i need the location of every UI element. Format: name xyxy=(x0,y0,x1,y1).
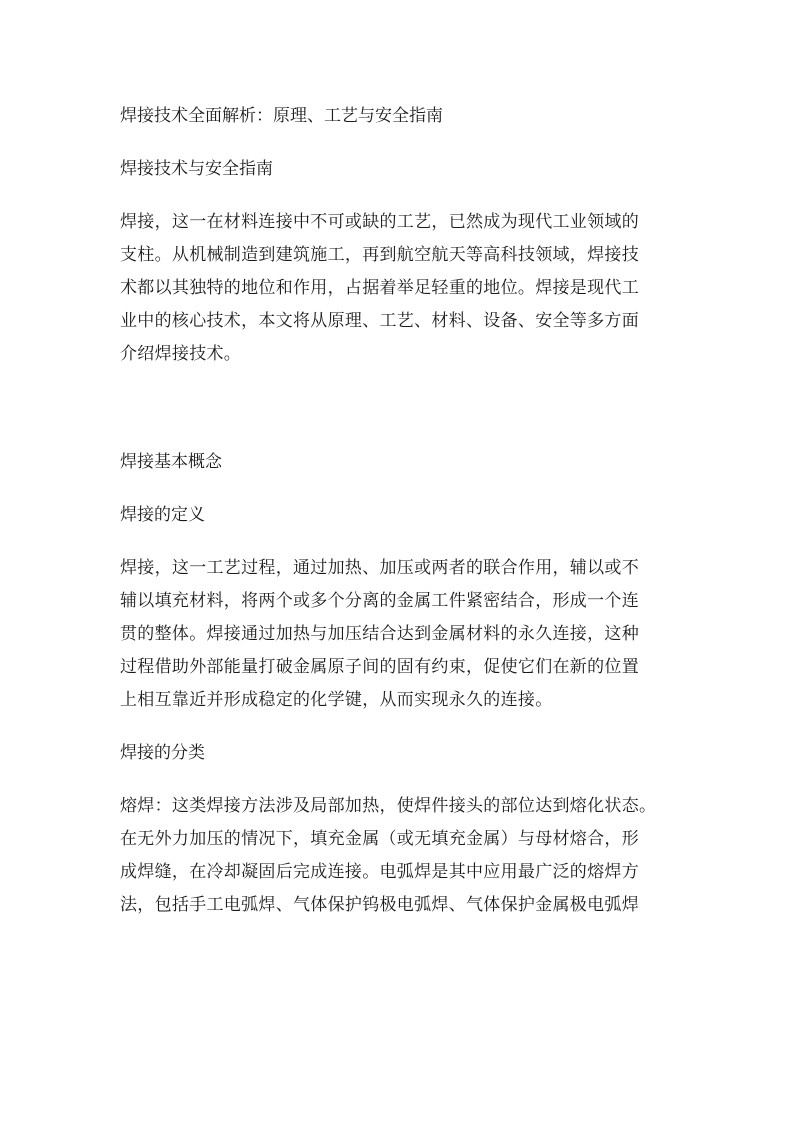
document-body xyxy=(120,100,678,922)
intro-paragraph xyxy=(120,206,678,371)
classification-paragraph xyxy=(120,790,678,922)
paragraph-line: 焊接，这一在材料连接中不可或缺的工艺，已然成为现代工业领域的 xyxy=(120,212,639,232)
subheading-classification: 焊接的分类 xyxy=(120,743,205,763)
paragraph-line: 上相互靠近并形成稳定的化学键，从而实现永久的连接。 xyxy=(120,690,553,710)
paragraph-line: 辅以填充材料，将两个或多个分离的金属工件紧密结合，形成一个连 xyxy=(120,591,639,611)
paragraph-line: 在无外力加压的情况下，填充金属（或无填充金属）与母材熔合，形 xyxy=(120,829,639,849)
definition-paragraph xyxy=(120,552,678,717)
paragraph-line: 熔焊：这类焊接方法涉及局部加热，使焊件接头的部位达到熔化状态。 xyxy=(120,796,657,816)
paragraph-line: 贯的整体。焊接通过加热与加压结合达到金属材料的永久连接，这种 xyxy=(120,624,639,644)
section-heading-basics: 焊接基本概念 xyxy=(120,452,222,472)
paragraph-line: 成焊缝，在冷却凝固后完成连接。电弧焊是其中应用最广泛的熔焊方 xyxy=(120,862,639,882)
paragraph-line: 焊接，这一工艺过程，通过加热、加压或两者的联合作用，辅以或不 xyxy=(120,558,639,578)
document-title: 焊接技术全面解析：原理、工艺与安全指南 xyxy=(120,106,443,126)
subheading-definition: 焊接的定义 xyxy=(120,505,205,525)
paragraph-line: 法，包括手工电弧焊、气体保护钨极电弧焊、气体保护金属极电弧焊 xyxy=(120,895,639,915)
paragraph-line: 业中的核心技术，本文将从原理、工艺、材料、设备、安全等多方面 xyxy=(120,311,639,331)
paragraph-line: 介绍焊接技术。 xyxy=(120,344,242,364)
paragraph-line: 过程借助外部能量打破金属原子间的固有约束，促使它们在新的位置 xyxy=(120,657,639,677)
paragraph-line: 支柱。从机械制造到建筑施工，再到航空航天等高科技领域，焊接技 xyxy=(120,245,639,265)
document-subtitle: 焊接技术与安全指南 xyxy=(120,159,273,179)
paragraph-line: 术都以其独特的地位和作用，占据着举足轻重的地位。焊接是现代工 xyxy=(120,278,639,298)
